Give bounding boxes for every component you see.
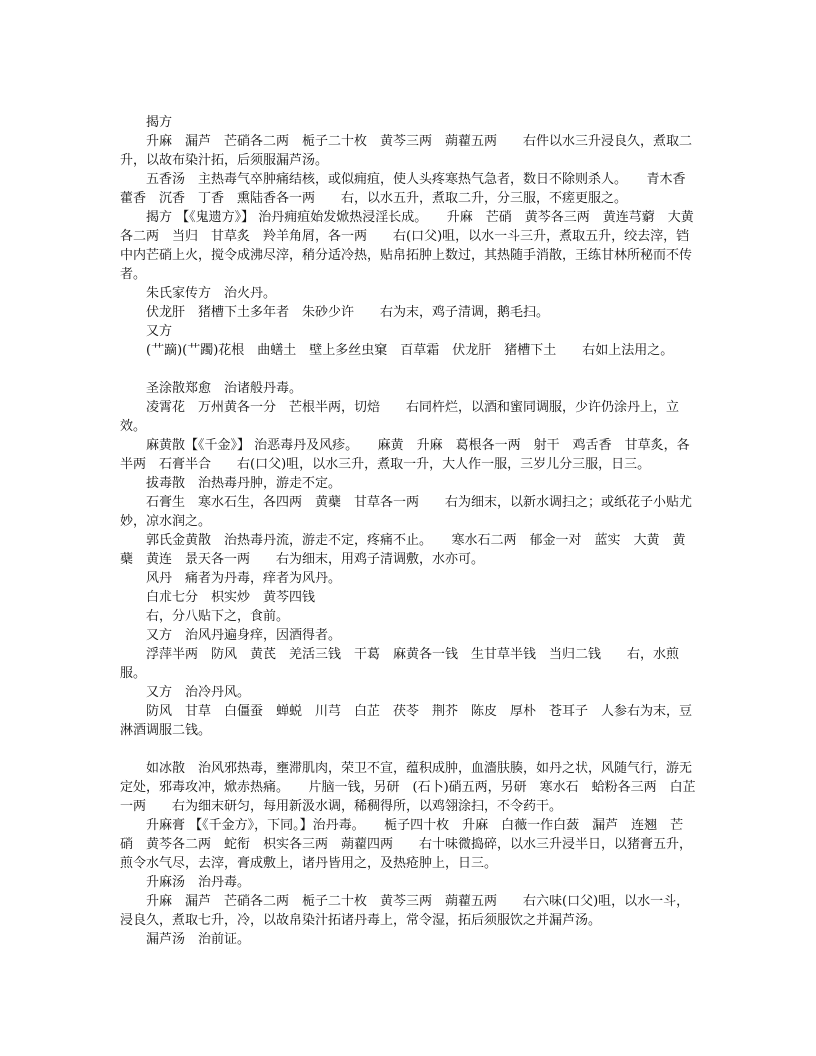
paragraph-spacer [120, 360, 696, 379]
paragraph: 升麻汤 治丹毒。 [146, 875, 251, 890]
paragraph: 又方 治风丹遍身痒，因酒得者。 [146, 628, 342, 643]
paragraph: 揭方 [146, 115, 173, 130]
paragraph: 升麻 漏芦 芒硝各二两 栀子二十枚 黄芩三两 蒴藋五两 右六味(口父)咀，以水一斗，浸良久，煮取七升，冷，以故帛染汁拓诸丹毒上，常令湿，拓后须服饮之并漏芦汤。 [120, 894, 690, 928]
paragraph: 防风 甘草 白僵蚕 蝉蜕 川芎 白芷 茯苓 荆芥 陈皮 厚朴 苍耳子 人参右为末，豆淋酒调服二钱。 [120, 704, 693, 738]
paragraph: 如冰散 治风邪热毒，壅滞肌肉，荣卫不宣，蕴积成肿，血濇肤腠，如丹之状，风随气行，游无定处，邪毒攻冲，焮赤热痛。 片脑一钱，另研 (石卜)硝五两，另研 寒水石 蛤粉各三两 白芷一两 右为细末研匀，每用新汲水调，稀稠得所，以鸡翎涂扫，不令药干。 [120, 761, 696, 814]
paragraph: 漏芦汤 治前证。 [146, 932, 251, 947]
text-body [120, 113, 699, 949]
paragraph: 五香汤 主热毒气卒肿痛结核，或似痈疽，使人头疼寒热气急者，数日不除则杀人。 青木香 藿香 沉香 丁香 熏陆香各一两 右，以水五升，煮取二升，分三服，不瘥更服之。 [120, 172, 699, 206]
paragraph: 白朮七分 枳实炒 黄芩四钱 [146, 590, 316, 605]
paragraph: 凌霄花 万州黄各一分 芒根半两，切焙 右同杵烂，以酒和蜜同调服，少许仍涂丹上，立效。 [120, 400, 680, 434]
paragraph: 浮萍半两 防风 黄芪 羌活三钱 干葛 麻黄各一钱 生甘草半钱 当归二钱 右，水煎服。 [120, 647, 680, 681]
paragraph: 升麻膏 【《千金方》，下同。】治丹毒。 栀子四十枚 升麻 白薇一作白蔹 漏芦 连翘 芒硝 黄芩各二两 蛇衔 枳实各三两 蒴藋四两 右十味微捣碎，以水三升浸半日，以猪膏五升，煎令水气尽，去滓，膏成敷上，诸丹皆用之，及热疮肿上，日三。 [120, 818, 693, 871]
paragraph: 伏龙肝 猪槽下土多年者 朱砂少许 右为末，鸡子清调，鹅毛扫。 [146, 305, 550, 320]
paragraph: 拔毒散 治热毒丹肿，游走不定。 [146, 476, 342, 491]
paragraph: 揭方 【《鬼遗方》】 治丹痈疽始发焮热浸淫长成。 升麻 芒硝 黄芩各三两 黄连芎藭 大黄各二两 当归 甘草炙 羚羊角屑，各一两 右(口父)咀，以水一斗三升，煮取五升，绞去滓，铛中内芒硝上火，搅令成沸尽滓，稍分适冷热，贴帛拓肿上数过，其热随手消散，王练甘林所秘而不传者。 [120, 210, 694, 282]
paragraph: 郭氏金黄散 治热毒丹流，游走不定，疼痛不止。 寒水石二两 郁金一对 蓝实 大黄 黄蘗 黄连 景天各一两 右为细末，用鸡子清调敷，水亦可。 [120, 533, 686, 567]
paragraph: 风丹 痛者为丹毒，痒者为风丹。 [146, 571, 342, 586]
paragraph: 石膏生 寒水石生，各四两 黄蘗 甘草各一两 右为细末，以新水调扫之；或纸花子小贴尤妙，凉水润之。 [120, 495, 693, 529]
paragraph: 朱氏家传方 治火丹。 [146, 286, 277, 301]
paragraph: 又方 [146, 324, 173, 339]
paragraph: 右，分八贴下之，食前。 [146, 609, 290, 624]
paragraph: 升麻 漏芦 芒硝各二两 栀子二十枚 黄芩三两 蒴藋五两 右件以水三升浸良久，煮取二升，以故布染汁拓，后须服漏芦汤。 [120, 134, 693, 168]
paragraph-spacer [120, 740, 696, 759]
paragraph: 圣涂散郑愈 治诸般丹毒。 [146, 381, 303, 396]
paragraph: (艹蹢)(艹躅)花根 曲蟮土 壁上多丝虫窠 百草霜 伏龙肝 猪槽下土 右如上法用之。 [146, 343, 674, 358]
paragraph: 麻黄散【《千金》】 治恶毒丹及风疹。 麻黄 升麻 葛根各一两 射干 鸡舌香 甘草炙，各半两 石膏半合 右(口父)咀，以水三升，煮取一升，大人作一服，三岁儿分三服，日三。 [120, 438, 690, 472]
paragraph: 又方 治冷丹风。 [146, 685, 251, 700]
